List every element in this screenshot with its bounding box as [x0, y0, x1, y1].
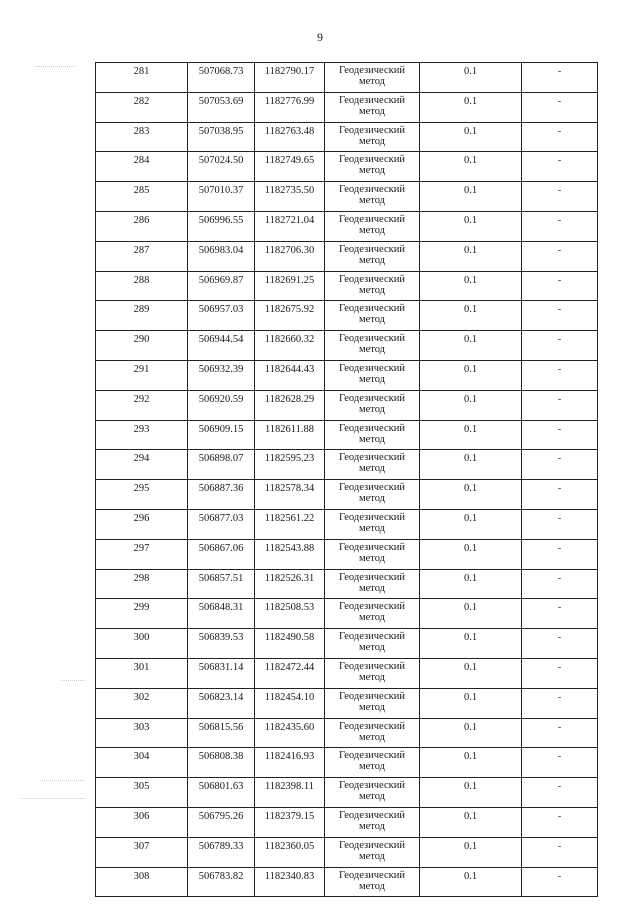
method-line-1: Геодезический: [339, 571, 405, 583]
coordinates-table: [95, 62, 598, 897]
scan-artifact: [20, 798, 85, 799]
point-number-cell: 290: [96, 331, 188, 361]
table-row: [96, 837, 598, 867]
note-cell: -: [522, 509, 598, 539]
note-cell: -: [522, 92, 598, 122]
x-coordinate-cell: 507068.73: [188, 63, 255, 93]
x-coordinate-cell: 506969.87: [188, 271, 255, 301]
note-cell: -: [522, 360, 598, 390]
method-line-2: метод: [358, 373, 386, 385]
point-number-cell: 304: [96, 748, 188, 778]
method-line-1: Геодезический: [339, 720, 405, 732]
point-number-cell: 284: [96, 152, 188, 182]
method-line-1: Геодезический: [339, 690, 405, 702]
method-line-1: Геодезический: [339, 124, 405, 136]
note-cell: -: [522, 629, 598, 659]
method-line-1: Геодезический: [339, 809, 405, 821]
method-cell: [325, 271, 420, 301]
note-cell: -: [522, 807, 598, 837]
point-number-cell: 298: [96, 569, 188, 599]
x-coordinate-cell: 506815.56: [188, 718, 255, 748]
note-cell: -: [522, 390, 598, 420]
table-row: [96, 480, 598, 510]
point-number-cell: 282: [96, 92, 188, 122]
method-line-2: метод: [358, 224, 386, 236]
method-cell: [325, 92, 420, 122]
method-cell: [325, 837, 420, 867]
accuracy-cell: 0.1: [420, 271, 522, 301]
method-cell: [325, 688, 420, 718]
note-cell: -: [522, 658, 598, 688]
accuracy-cell: 0.1: [420, 837, 522, 867]
accuracy-cell: 0.1: [420, 748, 522, 778]
y-coordinate-cell: 1182675.92: [255, 301, 325, 331]
table-row: [96, 807, 598, 837]
method-line-1: Геодезический: [339, 541, 405, 553]
method-line-2: метод: [358, 76, 386, 87]
method-line-1: Геодезический: [339, 65, 405, 76]
method-cell: [325, 450, 420, 480]
note-cell: -: [522, 867, 598, 897]
method-line-2: метод: [358, 403, 386, 415]
table-row: [96, 688, 598, 718]
method-line-1: Геодезический: [339, 660, 405, 672]
accuracy-cell: 0.1: [420, 867, 522, 897]
method-line-1: Геодезический: [339, 869, 405, 881]
accuracy-cell: 0.1: [420, 241, 522, 271]
x-coordinate-cell: 506867.06: [188, 539, 255, 569]
x-coordinate-cell: 506957.03: [188, 301, 255, 331]
x-coordinate-cell: 506887.36: [188, 480, 255, 510]
table-row: [96, 778, 598, 808]
note-cell: -: [522, 688, 598, 718]
y-coordinate-cell: 1182628.29: [255, 390, 325, 420]
method-cell: [325, 480, 420, 510]
point-number-cell: 285: [96, 182, 188, 212]
note-cell: -: [522, 778, 598, 808]
accuracy-cell: 0.1: [420, 420, 522, 450]
y-coordinate-cell: 1182379.15: [255, 807, 325, 837]
table-row: [96, 867, 598, 897]
point-number-cell: 302: [96, 688, 188, 718]
table-row: [96, 569, 598, 599]
accuracy-cell: 0.1: [420, 63, 522, 93]
method-line-2: метод: [358, 880, 386, 892]
accuracy-cell: 0.1: [420, 569, 522, 599]
method-line-1: Геодезический: [339, 601, 405, 613]
y-coordinate-cell: 1182472.44: [255, 658, 325, 688]
method-line-2: метод: [358, 582, 386, 594]
method-cell: [325, 658, 420, 688]
table-row: [96, 182, 598, 212]
accuracy-cell: 0.1: [420, 92, 522, 122]
method-line-1: Геодезический: [339, 94, 405, 106]
note-cell: -: [522, 450, 598, 480]
method-line-1: Геодезический: [339, 482, 405, 494]
x-coordinate-cell: 506783.82: [188, 867, 255, 897]
y-coordinate-cell: 1182691.25: [255, 271, 325, 301]
method-line-1: Геодезический: [339, 273, 405, 285]
point-number-cell: 296: [96, 509, 188, 539]
accuracy-cell: 0.1: [420, 450, 522, 480]
method-line-1: Геодезический: [339, 213, 405, 225]
x-coordinate-cell: 506808.38: [188, 748, 255, 778]
method-line-2: метод: [358, 284, 386, 296]
method-line-2: метод: [358, 820, 386, 832]
method-line-2: метод: [358, 850, 386, 862]
note-cell: -: [522, 539, 598, 569]
method-line-1: Геодезический: [339, 154, 405, 166]
method-line-1: Геодезический: [339, 452, 405, 464]
point-number-cell: 295: [96, 480, 188, 510]
accuracy-cell: 0.1: [420, 539, 522, 569]
note-cell: -: [522, 152, 598, 182]
method-cell: [325, 569, 420, 599]
method-cell: [325, 63, 420, 93]
method-cell: [325, 509, 420, 539]
method-cell: [325, 182, 420, 212]
method-line-1: Геодезический: [339, 750, 405, 762]
coordinates-table-body: [96, 63, 598, 897]
point-number-cell: 291: [96, 360, 188, 390]
method-line-1: Геодезический: [339, 780, 405, 792]
accuracy-cell: 0.1: [420, 211, 522, 241]
method-line-1: Геодезический: [339, 839, 405, 851]
note-cell: -: [522, 718, 598, 748]
scan-artifact: [40, 780, 85, 781]
table-row: [96, 331, 598, 361]
method-line-2: метод: [358, 791, 386, 803]
point-number-cell: 301: [96, 658, 188, 688]
table-row: [96, 211, 598, 241]
table-row: [96, 599, 598, 629]
method-cell: [325, 539, 420, 569]
method-line-2: метод: [358, 254, 386, 266]
note-cell: -: [522, 122, 598, 152]
y-coordinate-cell: 1182776.99: [255, 92, 325, 122]
accuracy-cell: 0.1: [420, 807, 522, 837]
accuracy-cell: 0.1: [420, 599, 522, 629]
x-coordinate-cell: 506920.59: [188, 390, 255, 420]
method-line-2: метод: [358, 642, 386, 654]
y-coordinate-cell: 1182644.43: [255, 360, 325, 390]
y-coordinate-cell: 1182763.48: [255, 122, 325, 152]
point-number-cell: 288: [96, 271, 188, 301]
y-coordinate-cell: 1182706.30: [255, 241, 325, 271]
method-line-2: метод: [358, 135, 386, 147]
method-line-2: метод: [358, 731, 386, 743]
method-line-1: Геодезический: [339, 243, 405, 255]
method-cell: [325, 331, 420, 361]
point-number-cell: 294: [96, 450, 188, 480]
y-coordinate-cell: 1182435.60: [255, 718, 325, 748]
table-row: [96, 718, 598, 748]
note-cell: -: [522, 420, 598, 450]
method-line-1: Геодезический: [339, 631, 405, 643]
point-number-cell: 292: [96, 390, 188, 420]
note-cell: -: [522, 301, 598, 331]
method-cell: [325, 241, 420, 271]
y-coordinate-cell: 1182543.88: [255, 539, 325, 569]
x-coordinate-cell: 506823.14: [188, 688, 255, 718]
note-cell: -: [522, 211, 598, 241]
x-coordinate-cell: 506944.54: [188, 331, 255, 361]
y-coordinate-cell: 1182611.88: [255, 420, 325, 450]
y-coordinate-cell: 1182721.04: [255, 211, 325, 241]
x-coordinate-cell: 506848.31: [188, 599, 255, 629]
accuracy-cell: 0.1: [420, 658, 522, 688]
method-cell: [325, 122, 420, 152]
method-line-2: метод: [358, 105, 386, 117]
method-line-2: метод: [358, 701, 386, 713]
x-coordinate-cell: 507010.37: [188, 182, 255, 212]
point-number-cell: 287: [96, 241, 188, 271]
point-number-cell: 306: [96, 807, 188, 837]
accuracy-cell: 0.1: [420, 301, 522, 331]
y-coordinate-cell: 1182398.11: [255, 778, 325, 808]
method-cell: [325, 718, 420, 748]
note-cell: -: [522, 271, 598, 301]
method-line-2: метод: [358, 463, 386, 475]
y-coordinate-cell: 1182340.83: [255, 867, 325, 897]
table-row: [96, 450, 598, 480]
method-cell: [325, 211, 420, 241]
scan-artifact: [60, 680, 85, 681]
accuracy-cell: 0.1: [420, 331, 522, 361]
x-coordinate-cell: 506839.53: [188, 629, 255, 659]
x-coordinate-cell: 506909.15: [188, 420, 255, 450]
method-line-1: Геодезический: [339, 511, 405, 523]
x-coordinate-cell: 506801.63: [188, 778, 255, 808]
table-row: [96, 748, 598, 778]
note-cell: -: [522, 480, 598, 510]
table-row: [96, 509, 598, 539]
method-cell: [325, 360, 420, 390]
table-row: [96, 390, 598, 420]
point-number-cell: 289: [96, 301, 188, 331]
x-coordinate-cell: 506795.26: [188, 807, 255, 837]
method-line-2: метод: [358, 344, 386, 356]
note-cell: -: [522, 599, 598, 629]
method-cell: [325, 748, 420, 778]
x-coordinate-cell: 506898.07: [188, 450, 255, 480]
table-row: [96, 629, 598, 659]
point-number-cell: 283: [96, 122, 188, 152]
table-row: [96, 63, 598, 93]
method-cell: [325, 390, 420, 420]
y-coordinate-cell: 1182416.93: [255, 748, 325, 778]
method-cell: [325, 778, 420, 808]
accuracy-cell: 0.1: [420, 480, 522, 510]
point-number-cell: 293: [96, 420, 188, 450]
note-cell: -: [522, 331, 598, 361]
accuracy-cell: 0.1: [420, 182, 522, 212]
table-row: [96, 420, 598, 450]
point-number-cell: 297: [96, 539, 188, 569]
point-number-cell: 307: [96, 837, 188, 867]
note-cell: -: [522, 748, 598, 778]
y-coordinate-cell: 1182735.50: [255, 182, 325, 212]
x-coordinate-cell: 506831.14: [188, 658, 255, 688]
note-cell: -: [522, 837, 598, 867]
x-coordinate-cell: 506789.33: [188, 837, 255, 867]
method-line-2: метод: [358, 433, 386, 445]
method-line-2: метод: [358, 761, 386, 773]
method-cell: [325, 807, 420, 837]
method-line-2: метод: [358, 165, 386, 177]
method-line-2: метод: [358, 522, 386, 534]
note-cell: -: [522, 241, 598, 271]
accuracy-cell: 0.1: [420, 152, 522, 182]
y-coordinate-cell: 1182454.10: [255, 688, 325, 718]
point-number-cell: 308: [96, 867, 188, 897]
point-number-cell: 300: [96, 629, 188, 659]
method-cell: [325, 152, 420, 182]
point-number-cell: 303: [96, 718, 188, 748]
x-coordinate-cell: 506983.04: [188, 241, 255, 271]
y-coordinate-cell: 1182578.34: [255, 480, 325, 510]
x-coordinate-cell: 506857.51: [188, 569, 255, 599]
x-coordinate-cell: 507038.95: [188, 122, 255, 152]
x-coordinate-cell: 507053.69: [188, 92, 255, 122]
note-cell: -: [522, 182, 598, 212]
point-number-cell: 286: [96, 211, 188, 241]
method-line-2: метод: [358, 612, 386, 624]
table-row: [96, 122, 598, 152]
accuracy-cell: 0.1: [420, 509, 522, 539]
method-line-2: метод: [358, 493, 386, 505]
method-cell: [325, 629, 420, 659]
y-coordinate-cell: 1182749.65: [255, 152, 325, 182]
table-row: [96, 658, 598, 688]
page-number: 9: [317, 30, 323, 44]
y-coordinate-cell: 1182660.32: [255, 331, 325, 361]
accuracy-cell: 0.1: [420, 688, 522, 718]
point-number-cell: 305: [96, 778, 188, 808]
method-line-2: метод: [358, 671, 386, 683]
y-coordinate-cell: 1182526.31: [255, 569, 325, 599]
point-number-cell: 299: [96, 599, 188, 629]
accuracy-cell: 0.1: [420, 122, 522, 152]
y-coordinate-cell: 1182490.58: [255, 629, 325, 659]
x-coordinate-cell: 506877.03: [188, 509, 255, 539]
scan-artifact: [36, 66, 76, 67]
accuracy-cell: 0.1: [420, 778, 522, 808]
note-cell: -: [522, 63, 598, 93]
table-row: [96, 301, 598, 331]
method-cell: [325, 420, 420, 450]
method-cell: [325, 599, 420, 629]
method-line-1: Геодезический: [339, 392, 405, 404]
method-line-1: Геодезический: [339, 333, 405, 345]
table-row: [96, 92, 598, 122]
x-coordinate-cell: 507024.50: [188, 152, 255, 182]
table-row: [96, 152, 598, 182]
accuracy-cell: 0.1: [420, 629, 522, 659]
y-coordinate-cell: 1182508.53: [255, 599, 325, 629]
point-number-cell: 281: [96, 63, 188, 93]
y-coordinate-cell: 1182360.05: [255, 837, 325, 867]
accuracy-cell: 0.1: [420, 390, 522, 420]
method-line-1: Геодезический: [339, 422, 405, 434]
method-line-2: метод: [358, 314, 386, 326]
method-cell: [325, 301, 420, 331]
method-line-1: Геодезический: [339, 362, 405, 374]
x-coordinate-cell: 506932.39: [188, 360, 255, 390]
accuracy-cell: 0.1: [420, 718, 522, 748]
method-line-1: Геодезический: [339, 184, 405, 196]
table-row: [96, 539, 598, 569]
method-cell: [325, 867, 420, 897]
accuracy-cell: 0.1: [420, 360, 522, 390]
note-cell: -: [522, 569, 598, 599]
y-coordinate-cell: 1182561.22: [255, 509, 325, 539]
table-row: [96, 241, 598, 271]
x-coordinate-cell: 506996.55: [188, 211, 255, 241]
method-line-1: Геодезический: [339, 303, 405, 315]
y-coordinate-cell: 1182790.17: [255, 63, 325, 93]
method-line-2: метод: [358, 552, 386, 564]
y-coordinate-cell: 1182595.23: [255, 450, 325, 480]
table-row: [96, 360, 598, 390]
table-row: [96, 271, 598, 301]
method-line-2: метод: [358, 195, 386, 207]
